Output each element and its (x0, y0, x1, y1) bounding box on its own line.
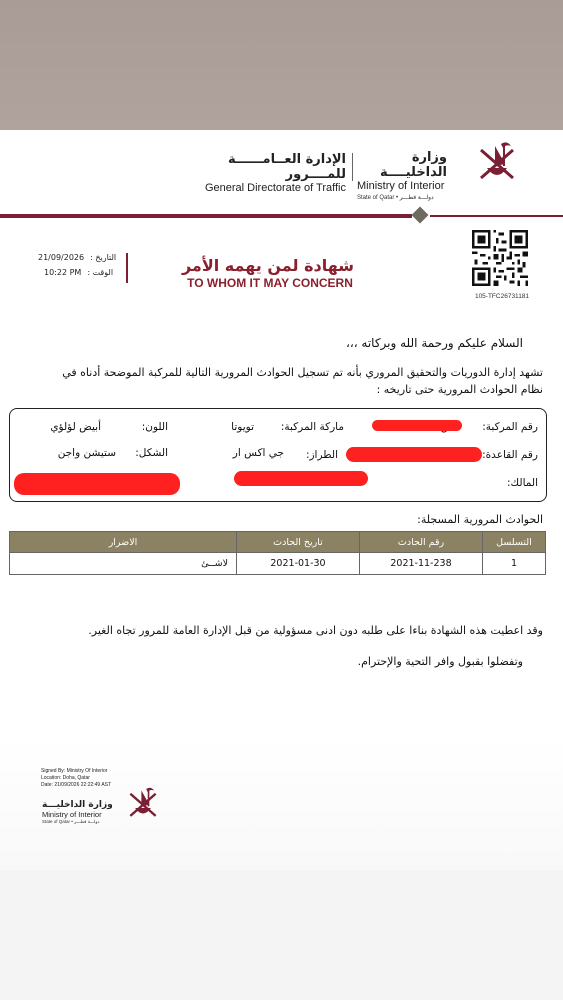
qatar-emblem-small-icon (124, 784, 162, 824)
chassis-label: رقم القاعدة: (482, 449, 538, 461)
signature-location: Location: Doha, Qatar (41, 775, 90, 781)
vehicle-info-box (9, 408, 547, 502)
signature-date: Date: 21/09/2026 22:22:49 AST (41, 782, 112, 788)
col-accident-number: رقم الحادث (360, 532, 483, 553)
header-rule (0, 214, 412, 218)
make-value: تويوتا (231, 421, 254, 433)
digital-signature (41, 768, 111, 789)
table-header-row (10, 532, 546, 553)
top-blurred-band (0, 0, 563, 130)
accident-table (9, 531, 546, 575)
qatar-emblem-icon (473, 138, 521, 188)
reference-code: 105-TFC26731181 (474, 293, 530, 300)
table-row (10, 553, 546, 575)
make-label: ماركة المركبة: (280, 421, 344, 433)
color-label: اللون: (141, 421, 168, 433)
ministry-header (357, 150, 467, 201)
col-serial: التسلسل (483, 532, 546, 553)
time-value: 10:22 PM (44, 268, 82, 277)
cell-accident-number: 2021-11-238 (360, 553, 483, 575)
title-ar: شهادة لمن يهمه الأمر (181, 256, 355, 275)
footer-state-label: State of Qatar • دولـــة قطـــر (42, 819, 100, 824)
directorate-name-en: General Directorate of Traffic (204, 182, 346, 194)
date-value: 21/09/2026 (38, 253, 85, 262)
plate-label: رقم المركبة: (482, 421, 538, 433)
owner-redaction-left (14, 473, 180, 495)
greeting: السلام عليكم ورحمة الله وبركاته ،،، (345, 336, 523, 350)
signed-by: Signed By: Ministry Of Interior (41, 768, 108, 774)
color-value: أبيض لؤلؤي (50, 421, 101, 433)
owner-redaction-right (234, 471, 368, 486)
plate-redaction (372, 420, 462, 431)
cell-serial: 1 (483, 553, 546, 575)
qr-code-icon (472, 230, 528, 286)
records-title: الحوادث المرورية المسجلة: (417, 513, 543, 526)
date-divider (126, 253, 128, 283)
title-en: TO WHOM IT MAY CONCERN (187, 276, 353, 290)
time-label: الوقت : (87, 268, 114, 277)
owner-label: المالك: (507, 477, 538, 489)
ministry-name-en: Ministry of Interior (357, 180, 445, 192)
date-label: التاريخ : (90, 253, 117, 262)
footer-ministry-ar: وزارة الداخليـــة (42, 800, 113, 810)
col-damages: الاضرار (10, 532, 237, 553)
directorate-header (196, 152, 346, 194)
header-divider (352, 153, 353, 181)
intro-text: تشهد إدارة الدوريات والتحقيق المروري بأنه تم تسجيل الحوادث المرورية التالية للمركبة الموضحة أدناه في نظام الحوادث المرورية حتى تاريخه : (62, 366, 543, 396)
shape-value: ستيشن واجن (57, 447, 116, 459)
state-label: State of Qatar • دولـــة قطـــر (357, 195, 434, 201)
date-time-block (38, 253, 116, 283)
model-label: الطراز: (305, 449, 338, 461)
directorate-name-ar: الإدارة العــامــــــة للمــــرور (228, 152, 346, 182)
shape-label: الشكل: (135, 447, 168, 459)
model-value: جي اكس ار (232, 447, 284, 459)
footer-ministry-en: Ministry of Interior (42, 810, 102, 819)
bottom-background (0, 870, 563, 1000)
ministry-footer (42, 800, 122, 825)
header-rule-right (430, 215, 563, 217)
closing-regards: وتفضلوا بقبول وافر التحية والإحترام. (357, 655, 523, 668)
ministry-name-ar: وزارة الداخليــــة (380, 150, 447, 180)
closing-statement: وقد اعطيت هذه الشهادة بناءا على طلبه دون ادنى مسؤولية من قبل الإدارة العامة للمرور تجاه الغير. (88, 624, 543, 637)
chassis-redaction (346, 447, 482, 462)
cell-damages: لاشــئ (10, 553, 237, 575)
col-accident-date: تاريخ الحادث (237, 532, 360, 553)
cell-accident-date: 2021-01-30 (237, 553, 360, 575)
